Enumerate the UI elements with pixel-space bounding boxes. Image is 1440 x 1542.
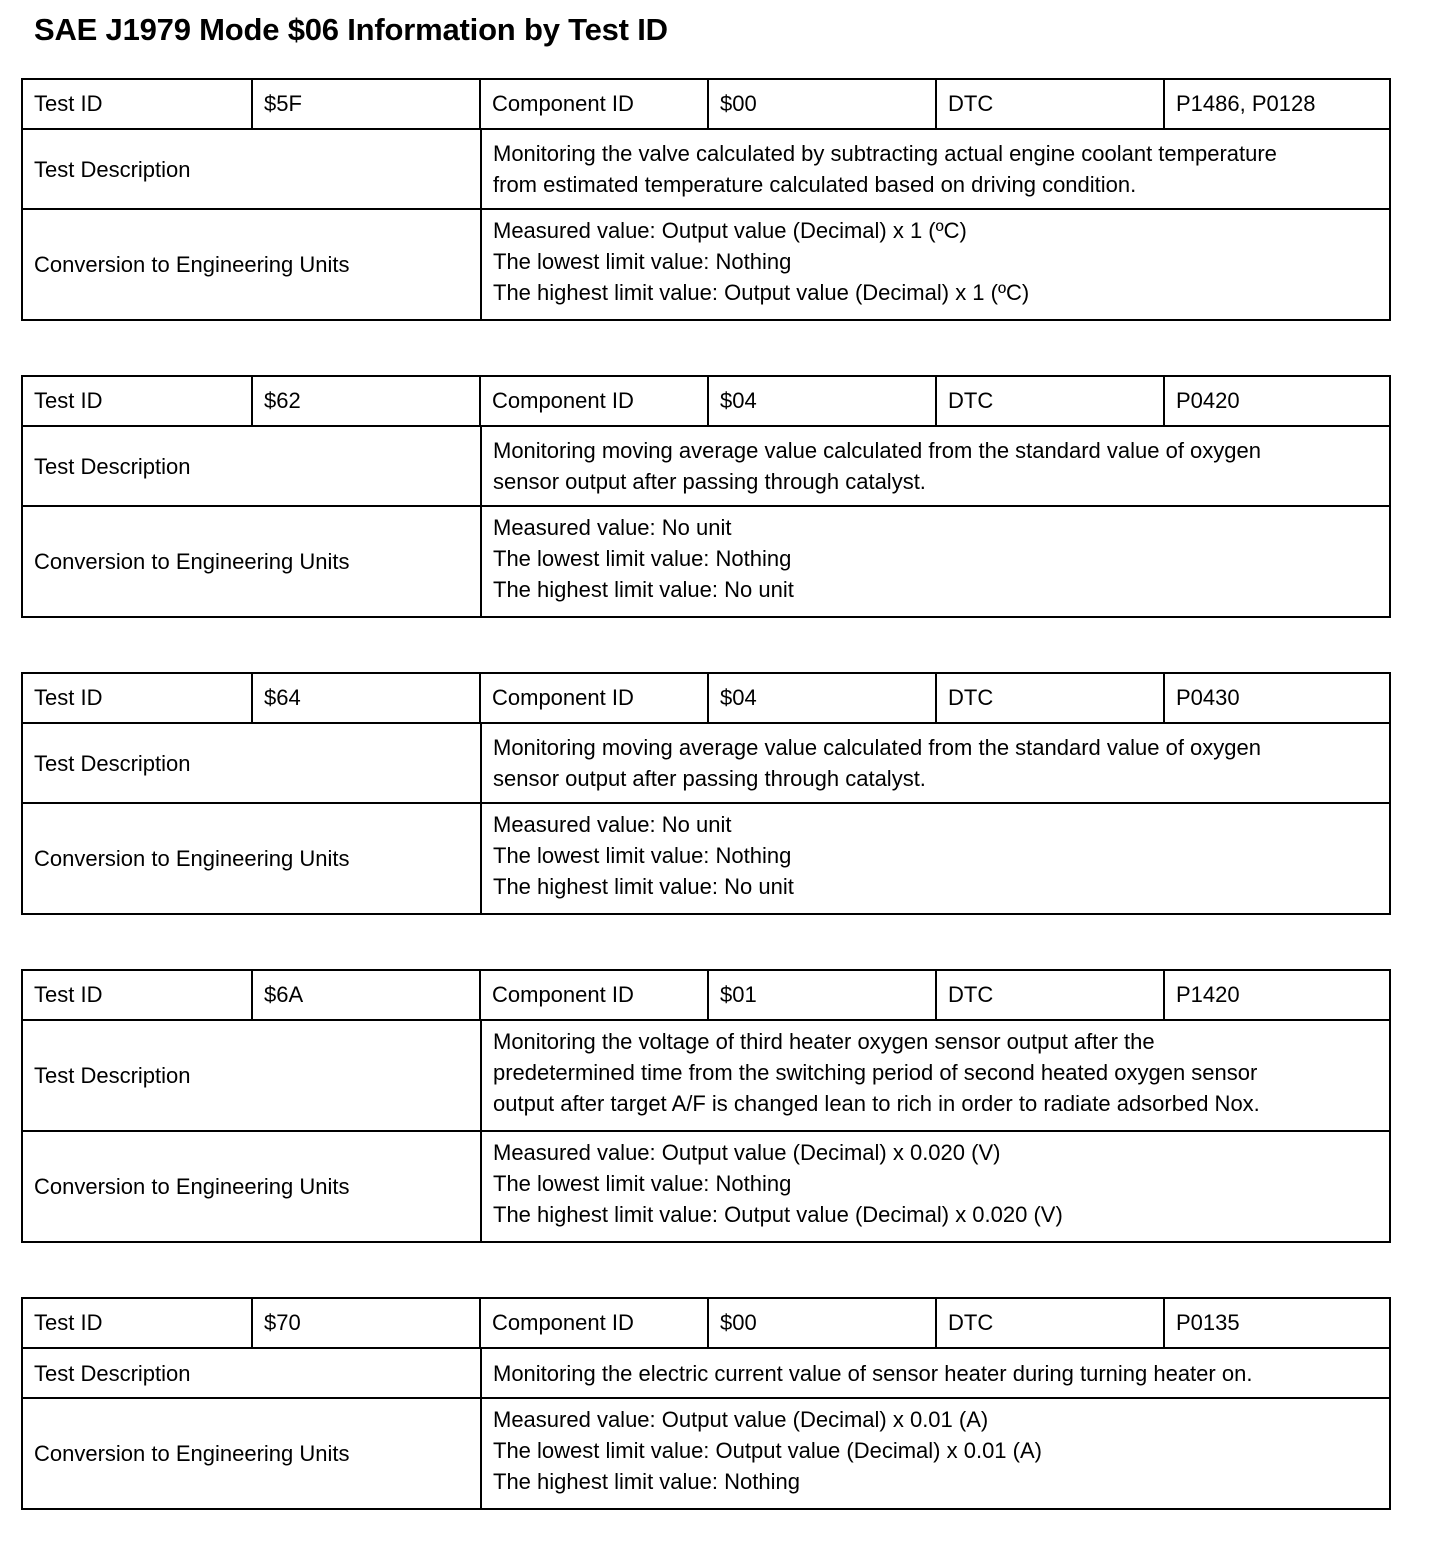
highest-limit-line: The highest limit value: Nothing xyxy=(493,1469,800,1494)
test-id-value: $6A xyxy=(251,971,479,1019)
description-line: sensor output after passing through catalyst. xyxy=(493,766,926,791)
conversion-label: Conversion to Engineering Units xyxy=(34,252,350,277)
dtc-label: DTC xyxy=(935,674,1163,722)
description-row xyxy=(23,425,1389,505)
test-description-label: Test Description xyxy=(34,156,191,182)
description-row xyxy=(23,1019,1389,1130)
conversion-row xyxy=(23,208,1389,319)
header-row xyxy=(23,971,1389,1019)
component-id-value: $04 xyxy=(707,377,935,425)
description-row xyxy=(23,722,1389,802)
description-line: from estimated temperature calculated based on driving condition. xyxy=(493,172,1137,197)
highest-limit-line: The highest limit value: Output value (Decimal) x 1 (ºC) xyxy=(493,280,1030,305)
header-row xyxy=(23,674,1389,722)
test-id-value: $64 xyxy=(251,674,479,722)
highest-limit-line: The highest limit value: Output value (Decimal) x 0.020 (V) xyxy=(493,1202,1063,1227)
test-description-value xyxy=(480,1349,1389,1397)
test-id-value: $5F xyxy=(251,80,479,128)
measured-value-line: Measured value: Output value (Decimal) x 1 (ºC) xyxy=(493,218,967,243)
description-line: sensor output after passing through catalyst. xyxy=(493,469,926,494)
test-id-label: Test ID xyxy=(34,1310,103,1335)
dtc-value: P0420 xyxy=(1163,377,1389,425)
test-description-value xyxy=(480,130,1389,208)
component-id-value: $00 xyxy=(707,1299,935,1347)
dtc-value: P0430 xyxy=(1163,674,1389,722)
test-block-5f xyxy=(21,78,1391,321)
lowest-limit-line: The lowest limit value: Nothing xyxy=(493,843,792,868)
lowest-limit-line: The lowest limit value: Nothing xyxy=(493,546,792,571)
description-line: Monitoring moving average value calculated from the standard value of oxygen xyxy=(493,438,1262,463)
test-description-label: Test Description xyxy=(34,750,191,776)
measured-value-line: Measured value: No unit xyxy=(493,515,732,540)
component-id-value: $04 xyxy=(707,674,935,722)
lowest-limit-line: The lowest limit value: Nothing xyxy=(493,249,792,274)
description-line: predetermined time from the switching period of second heated oxygen sensor xyxy=(493,1060,1258,1085)
lowest-limit-line: The lowest limit value: Output value (Decimal) x 0.01 (A) xyxy=(493,1438,1042,1463)
measured-value-line: Measured value: No unit xyxy=(493,812,732,837)
test-block-64 xyxy=(21,672,1391,915)
conversion-row xyxy=(23,802,1389,913)
test-id-label: Test ID xyxy=(34,982,103,1007)
component-id-value: $01 xyxy=(707,971,935,1019)
conversion-value xyxy=(480,507,1389,616)
description-row xyxy=(23,128,1389,208)
dtc-label: DTC xyxy=(935,80,1163,128)
test-description-value xyxy=(480,427,1389,505)
conversion-value xyxy=(480,1132,1389,1241)
page-title: SAE J1979 Mode $06 Information by Test ID xyxy=(34,12,668,47)
description-line: output after target A/F is changed lean to rich in order to radiate adsorbed Nox. xyxy=(493,1091,1260,1116)
component-id-value: $00 xyxy=(707,80,935,128)
conversion-value xyxy=(480,1399,1389,1508)
description-line: Monitoring the voltage of third heater oxygen sensor output after the xyxy=(493,1029,1155,1054)
conversion-label: Conversion to Engineering Units xyxy=(34,1441,350,1466)
conversion-value xyxy=(480,804,1389,913)
dtc-value: P1420 xyxy=(1163,971,1389,1019)
test-description-label: Test Description xyxy=(34,1360,191,1386)
test-block-6a xyxy=(21,969,1391,1243)
description-line: Monitoring the electric current value of sensor heater during turning heater on. xyxy=(493,1360,1253,1386)
test-id-value: $70 xyxy=(251,1299,479,1347)
header-row xyxy=(23,1299,1389,1347)
dtc-value: P1486, P0128 xyxy=(1163,80,1389,128)
component-id-label: Component ID xyxy=(479,1299,707,1347)
conversion-label: Conversion to Engineering Units xyxy=(34,549,350,574)
test-description-value xyxy=(480,1021,1389,1130)
description-line: Monitoring the valve calculated by subtracting actual engine coolant temperature xyxy=(493,141,1277,166)
conversion-label: Conversion to Engineering Units xyxy=(34,846,350,871)
description-row xyxy=(23,1347,1389,1397)
dtc-label: DTC xyxy=(935,971,1163,1019)
highest-limit-line: The highest limit value: No unit xyxy=(493,874,794,899)
test-block-70 xyxy=(21,1297,1391,1510)
conversion-row xyxy=(23,505,1389,616)
test-id-label: Test ID xyxy=(34,685,103,710)
conversion-value xyxy=(480,210,1389,319)
conversion-label: Conversion to Engineering Units xyxy=(34,1174,350,1199)
conversion-row xyxy=(23,1397,1389,1508)
lowest-limit-line: The lowest limit value: Nothing xyxy=(493,1171,792,1196)
component-id-label: Component ID xyxy=(479,674,707,722)
description-line: Monitoring moving average value calculated from the standard value of oxygen xyxy=(493,735,1262,760)
component-id-label: Component ID xyxy=(479,377,707,425)
test-description-label: Test Description xyxy=(34,453,191,479)
component-id-label: Component ID xyxy=(479,971,707,1019)
measured-value-line: Measured value: Output value (Decimal) x 0.020 (V) xyxy=(493,1140,1001,1165)
conversion-row xyxy=(23,1130,1389,1241)
dtc-value: P0135 xyxy=(1163,1299,1389,1347)
component-id-label: Component ID xyxy=(479,80,707,128)
highest-limit-line: The highest limit value: No unit xyxy=(493,577,794,602)
header-row xyxy=(23,377,1389,425)
test-description-label: Test Description xyxy=(34,1063,191,1088)
dtc-label: DTC xyxy=(935,377,1163,425)
measured-value-line: Measured value: Output value (Decimal) x 0.01 (A) xyxy=(493,1407,989,1432)
test-description-value xyxy=(480,724,1389,802)
test-id-label: Test ID xyxy=(34,388,103,413)
test-block-62 xyxy=(21,375,1391,618)
test-id-value: $62 xyxy=(251,377,479,425)
header-row xyxy=(23,80,1389,128)
dtc-label: DTC xyxy=(935,1299,1163,1347)
test-id-label: Test ID xyxy=(34,91,103,116)
